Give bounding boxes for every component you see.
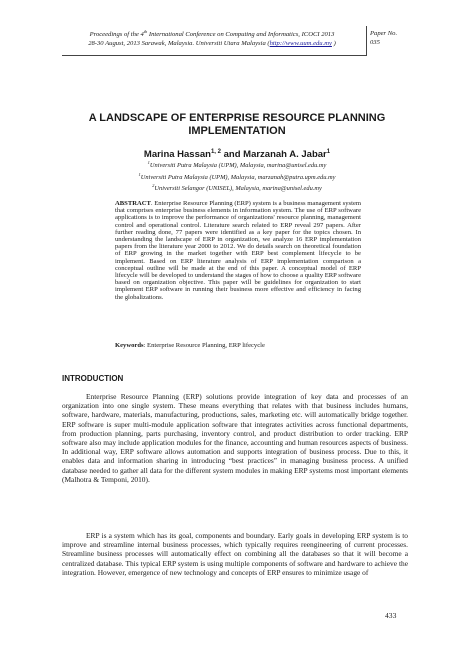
- keywords: [115, 342, 395, 350]
- section-heading-introduction: INTRODUCTION: [62, 374, 124, 383]
- header-divider-vertical: [366, 26, 367, 56]
- body-paragraph-1: Enterprise Resource Planning (ERP) solutions provide integration of key data and processes of an organization into one single system. These means everything that relates with that business includes humans, software, hardware, materials, manufacturing, productions, sales, marketing etc. will automatically bridge together. ERP software is super multi-module application software that integrates activities across functional departments, from production planning, parts purchasing, inventory control, and product distribution to order tracking. ERP software also may include application modules for the finance, accounting and human resources aspects of business. In additional way, ERP software allows automation and supports integration of business process. Due to this, it enables data and information sharing in introducing “best practices” in managing business process. A unified database needed to gather all data for the different system modules in making ERP systems most important elements (Malhotra & Temponi, 2010).: [62, 392, 408, 484]
- paper-number: Paper No. 035: [370, 30, 398, 46]
- keywords-text: : Enterprise Resource Planning, ERP lifecycle: [143, 342, 265, 349]
- affiliation-3: $^2$Universiti Selangor (UNISEL), Malaysia, marina@unisel.edu.my: [152, 183, 322, 193]
- abstract: [115, 200, 361, 301]
- keywords-label: Keywords: [115, 342, 144, 349]
- affiliation-1: $^1$Universiti Putra Malaysia (UPM), Malaysia, marina@unisel.edu.my: [147, 160, 327, 170]
- body-paragraph-2: ERP is a system which has its goal, components and boundary. Early goals in developing ERP system is to improve and streamline internal business processes, which typically requires reengineering of current processes. Streamline business processes will automatically effect on combining all the databases so that it will become a centralized database. This typical ERP system is using multiple components of software and hardware to achieve the integration. However, emergence of new technology and concepts of ERP ensures to minimize usage of: [62, 531, 408, 577]
- affiliation-2: $^1$Universiti Putra Malaysia (UPM), Malaysia, marzanah@putra.upm.edu.my: [138, 171, 336, 181]
- abstract-label: ABSTRACT: [115, 200, 151, 207]
- paper-title: A LANDSCAPE OF ENTERPRISE RESOURCE PLANNING IMPLEMENTATION: [88, 112, 386, 137]
- header-line-1: Proceedings of the 4th International Conference on Computing and Informatics, ICOCI 2013: [89, 29, 335, 39]
- header-divider-horizontal: [62, 55, 366, 56]
- abstract-text: . Enterprise Resource Planning (ERP) system is a business management system that comprises enterprise business elements in information system. The use of ERP software applications is to improve the performance of organizations' resource planning, management control and operational control. Literature search related to ERP reveal 297 papers. After further reading done, 77 papers were identified as a key paper for the topics chosen. In understanding the landscape of ERP in organization, we analyze 16 ERP implementation papers from the literature year 2000 to 2012. We do details search on theoretical foundation of ERP growing in the market together with ERP best complement lifecycle to be implement. Based on ERP literature analysis of ERP implementation comparison a conceptual outline will be made at the end of this paper. A conceptual model of ERP lifecycle will be developed to understand the stages of how to choose a quality ERP software based on organization objective. This paper will be guidelines for organization to start implement ERP software in running their business more effective and efficiency in facing the globalizations.: [115, 200, 361, 301]
- conference-url-link[interactable]: http://www.uum.edu.my: [269, 40, 332, 48]
- paper-authors: Marina Hassan$^{1, 2}$ and Marzanah A. Jabar$^1$: [143, 149, 331, 161]
- page-number: 433: [385, 611, 397, 620]
- header-line-2: 28-30 August, 2013 Sarawak, Malaysia. Universiti Utara Malaysia (http://www.uum.edu.my ): [88, 40, 336, 48]
- conference-header: [62, 27, 362, 48]
- author-affiliations: [60, 159, 414, 194]
